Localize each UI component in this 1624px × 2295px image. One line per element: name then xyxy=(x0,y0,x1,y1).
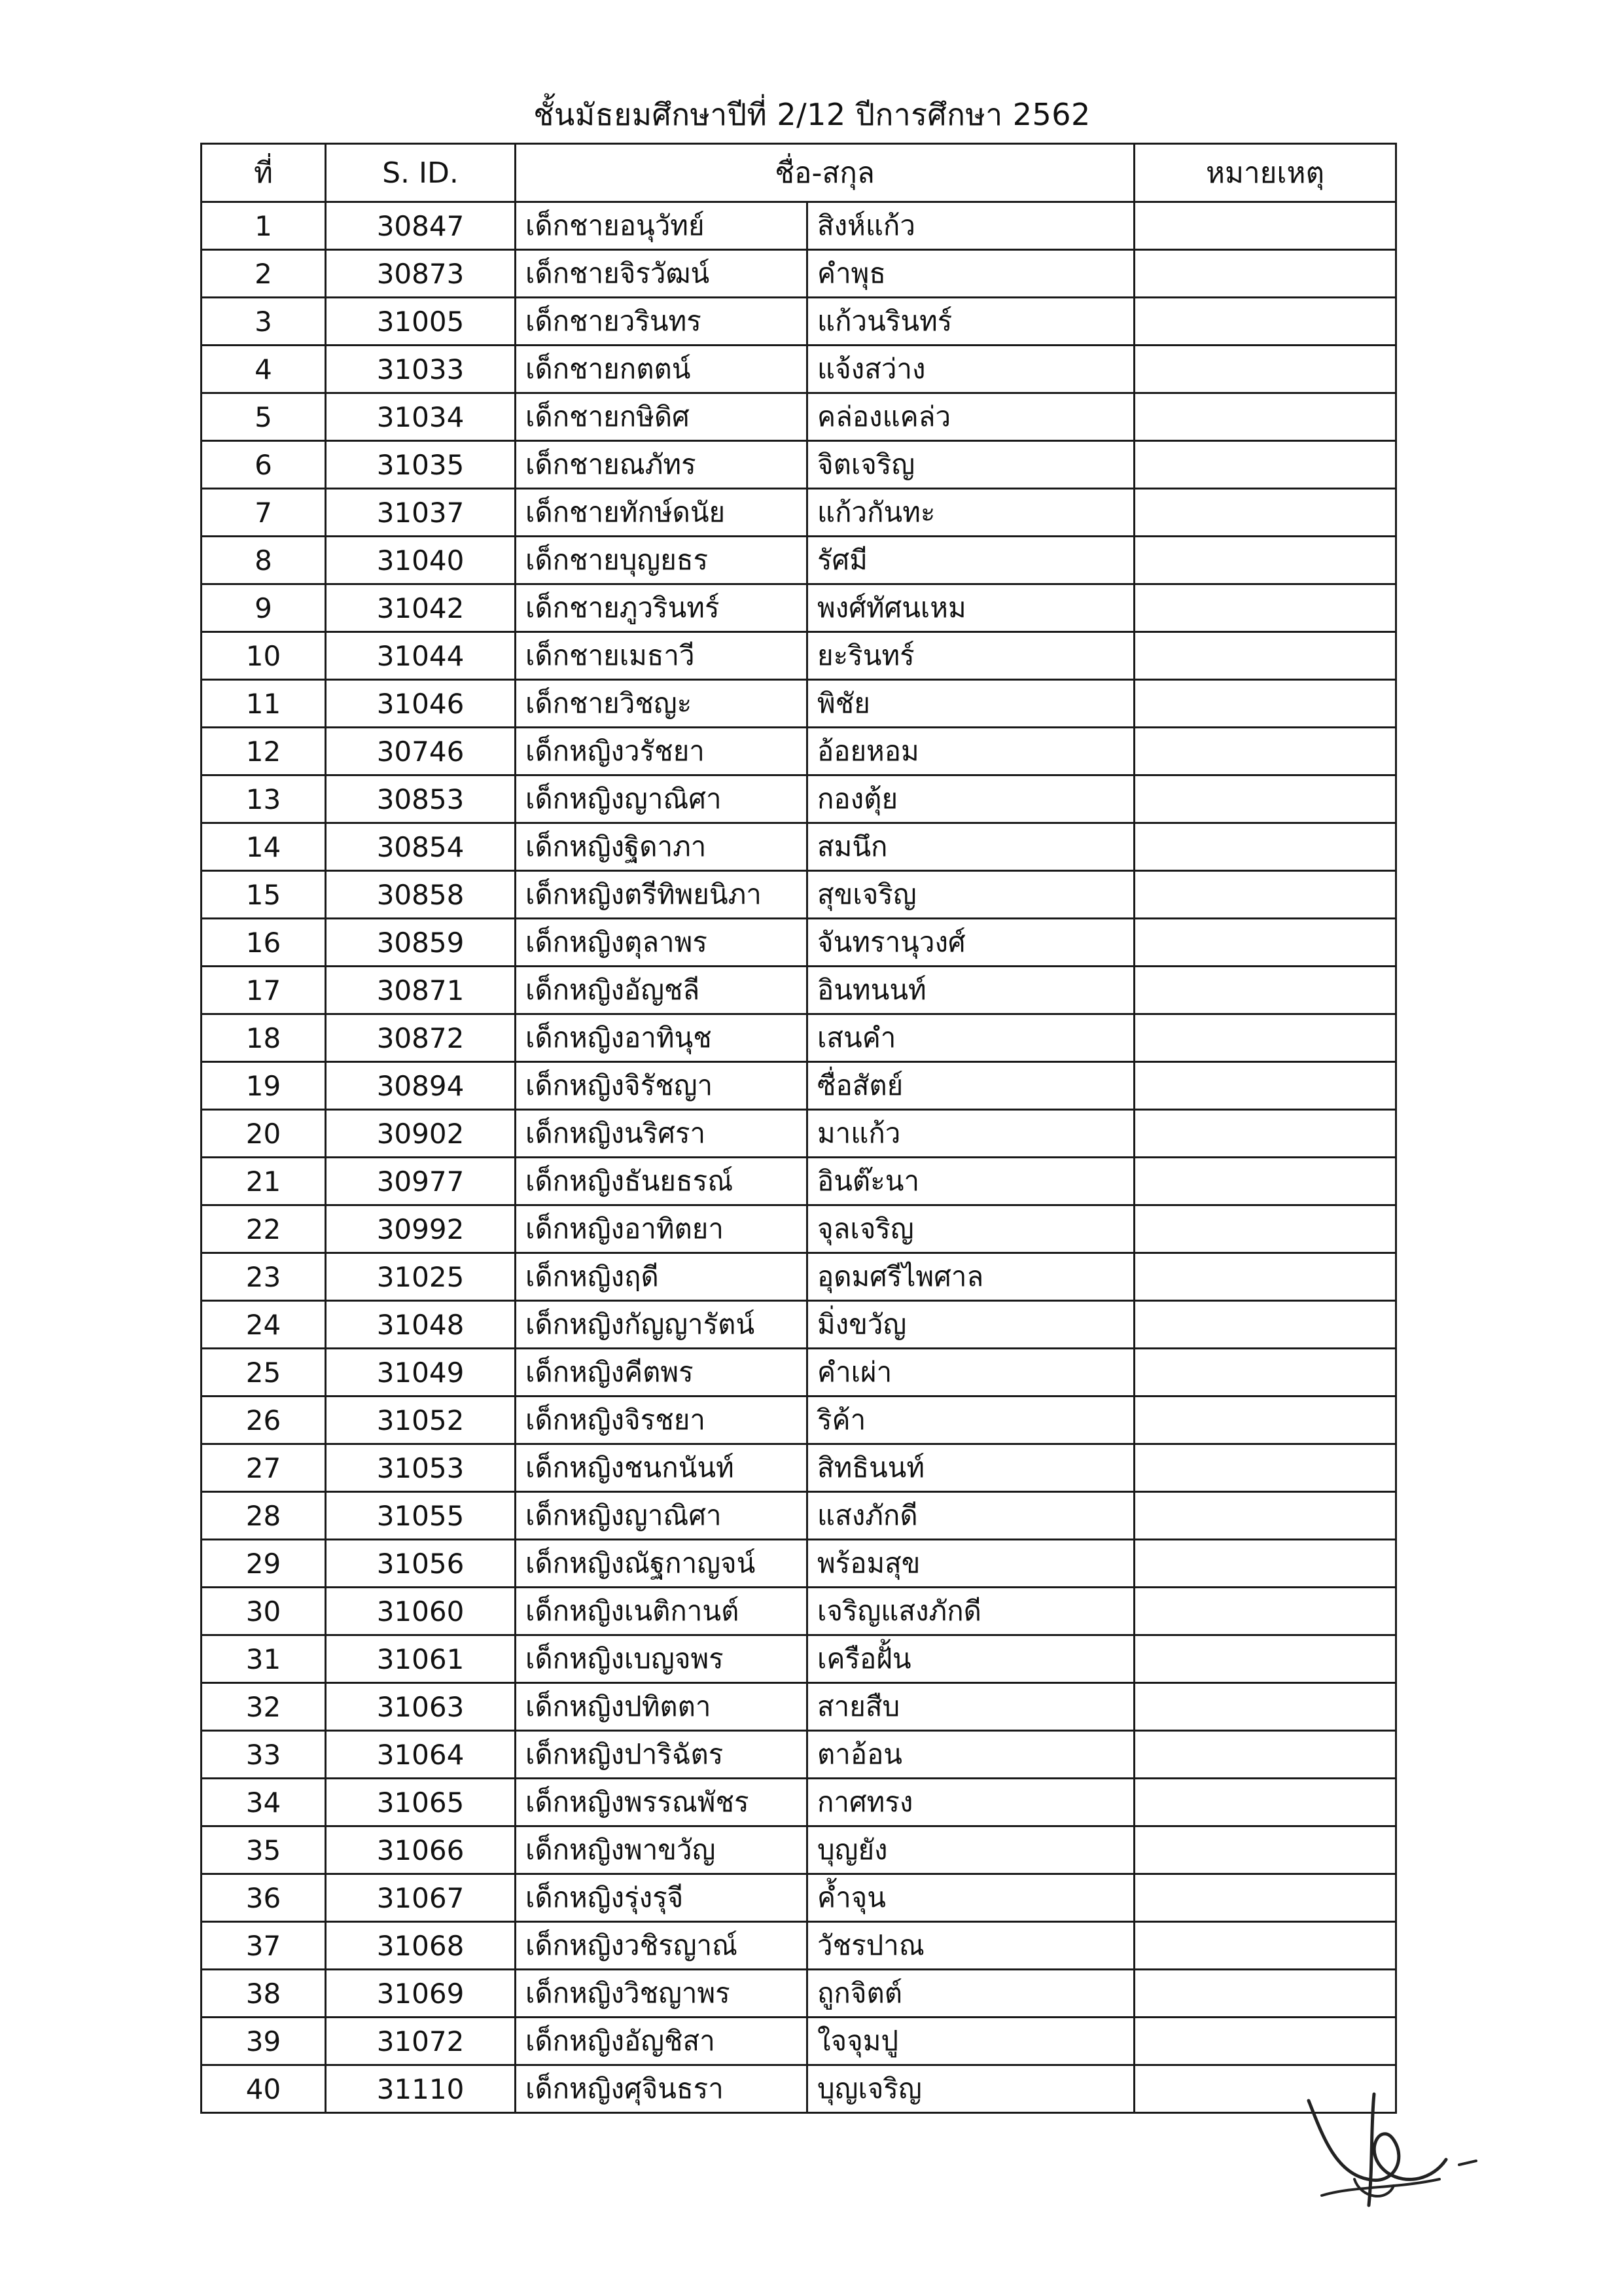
row-number: 19 xyxy=(202,1062,326,1110)
table-row xyxy=(202,1540,1396,1588)
row-number: 24 xyxy=(202,1301,326,1349)
student-last-name: สิทธินนท์ xyxy=(807,1444,1135,1492)
table-row xyxy=(202,1205,1396,1253)
table-row xyxy=(202,1826,1396,1874)
row-number: 9 xyxy=(202,584,326,632)
table-row xyxy=(202,202,1396,250)
row-number: 13 xyxy=(202,775,326,823)
student-last-name: เสนคำ xyxy=(807,1014,1135,1062)
row-remark xyxy=(1135,489,1396,537)
handwritten-signature xyxy=(1296,2081,1453,2212)
row-remark xyxy=(1135,441,1396,489)
student-last-name: อุดมศรีไพศาล xyxy=(807,1253,1135,1301)
row-remark xyxy=(1135,871,1396,919)
table-row xyxy=(202,1683,1396,1731)
student-first-name: เด็กชายกตตน์ xyxy=(516,346,807,393)
row-number: 12 xyxy=(202,728,326,775)
table-row xyxy=(202,1874,1396,1922)
table-row xyxy=(202,250,1396,298)
student-id: 31049 xyxy=(326,1349,516,1397)
row-remark xyxy=(1135,1588,1396,1635)
student-first-name: เด็กหญิงตรีทิพยนิภา xyxy=(516,871,807,919)
student-last-name: แสงภักดี xyxy=(807,1492,1135,1540)
student-id: 31110 xyxy=(326,2065,516,2113)
student-first-name: เด็กหญิงวชิรญาณ์ xyxy=(516,1922,807,1970)
table-row xyxy=(202,632,1396,680)
row-number: 17 xyxy=(202,967,326,1014)
student-id: 31046 xyxy=(326,680,516,728)
student-first-name: เด็กชายอนุวัทย์ xyxy=(516,202,807,250)
row-number: 36 xyxy=(202,1874,326,1922)
row-remark xyxy=(1135,1014,1396,1062)
student-last-name: พงศ์ทัศนเหม xyxy=(807,584,1135,632)
table-row xyxy=(202,1970,1396,2018)
student-first-name: เด็กชายภูวรินทร์ xyxy=(516,584,807,632)
table-row xyxy=(202,298,1396,346)
row-remark xyxy=(1135,1492,1396,1540)
roster-body xyxy=(202,202,1396,2113)
student-last-name: กองตุ้ย xyxy=(807,775,1135,823)
student-id: 31067 xyxy=(326,1874,516,1922)
row-remark xyxy=(1135,250,1396,298)
student-first-name: เด็กชายเมธาวี xyxy=(516,632,807,680)
table-row xyxy=(202,1588,1396,1635)
row-remark xyxy=(1135,1683,1396,1731)
student-last-name: สิงห์แก้ว xyxy=(807,202,1135,250)
student-id: 31048 xyxy=(326,1301,516,1349)
student-first-name: เด็กหญิงจิรัชญา xyxy=(516,1062,807,1110)
student-last-name: ริค้า xyxy=(807,1397,1135,1444)
student-first-name: เด็กชายวรินทร xyxy=(516,298,807,346)
table-row xyxy=(202,441,1396,489)
row-remark xyxy=(1135,1922,1396,1970)
student-id: 31005 xyxy=(326,298,516,346)
table-row xyxy=(202,1110,1396,1158)
student-first-name: เด็กชายวิชญะ xyxy=(516,680,807,728)
student-first-name: เด็กหญิงณัฐกาญจน์ xyxy=(516,1540,807,1588)
row-number: 38 xyxy=(202,1970,326,2018)
row-number: 16 xyxy=(202,919,326,967)
table-row xyxy=(202,1635,1396,1683)
student-id: 31072 xyxy=(326,2018,516,2065)
row-remark xyxy=(1135,1397,1396,1444)
student-first-name: เด็กหญิงรุ่งรุจี xyxy=(516,1874,807,1922)
table-row xyxy=(202,584,1396,632)
student-last-name: คำเผ่า xyxy=(807,1349,1135,1397)
student-last-name: สมนึก xyxy=(807,823,1135,871)
student-id: 31061 xyxy=(326,1635,516,1683)
table-row xyxy=(202,728,1396,775)
row-number: 21 xyxy=(202,1158,326,1205)
row-remark xyxy=(1135,1253,1396,1301)
student-first-name: เด็กหญิงจิรชยา xyxy=(516,1397,807,1444)
row-remark xyxy=(1135,2018,1396,2065)
row-number: 10 xyxy=(202,632,326,680)
row-remark xyxy=(1135,728,1396,775)
student-first-name: เด็กหญิงพรรณพัชร xyxy=(516,1779,807,1826)
student-first-name: เด็กหญิงฤดี xyxy=(516,1253,807,1301)
student-last-name: เจริญแสงภักดี xyxy=(807,1588,1135,1635)
student-last-name: บุญเจริญ xyxy=(807,2065,1135,2113)
student-roster-table xyxy=(200,143,1397,2114)
student-id: 31066 xyxy=(326,1826,516,1874)
table-row xyxy=(202,1349,1396,1397)
row-remark xyxy=(1135,967,1396,1014)
student-first-name: เด็กชายบุญยธร xyxy=(516,537,807,584)
table-row xyxy=(202,2018,1396,2065)
student-last-name: ถูกจิตต์ xyxy=(807,1970,1135,2018)
row-number: 37 xyxy=(202,1922,326,1970)
student-first-name: เด็กหญิงเบญจพร xyxy=(516,1635,807,1683)
row-remark xyxy=(1135,1826,1396,1874)
row-remark xyxy=(1135,1540,1396,1588)
student-first-name: เด็กหญิงชนกนันท์ xyxy=(516,1444,807,1492)
row-remark xyxy=(1135,1158,1396,1205)
student-last-name: อินต๊ะนา xyxy=(807,1158,1135,1205)
student-last-name: ตาอ้อน xyxy=(807,1731,1135,1779)
table-row xyxy=(202,1397,1396,1444)
table-row xyxy=(202,1444,1396,1492)
student-id: 31065 xyxy=(326,1779,516,1826)
row-number: 6 xyxy=(202,441,326,489)
table-row xyxy=(202,775,1396,823)
table-row xyxy=(202,1922,1396,1970)
student-first-name: เด็กหญิงญาณิศา xyxy=(516,1492,807,1540)
student-first-name: เด็กหญิงวรัชยา xyxy=(516,728,807,775)
student-first-name: เด็กชายณภัทร xyxy=(516,441,807,489)
student-id: 30902 xyxy=(326,1110,516,1158)
student-id: 30746 xyxy=(326,728,516,775)
student-last-name: คล่องแคล่ว xyxy=(807,393,1135,441)
student-first-name: เด็กหญิงกัญญารัตน์ xyxy=(516,1301,807,1349)
header-full-name: ชื่อ-สกุล xyxy=(516,144,1135,202)
student-last-name: อ้อยหอม xyxy=(807,728,1135,775)
student-first-name: เด็กชายกษิดิศ xyxy=(516,393,807,441)
student-id: 31063 xyxy=(326,1683,516,1731)
table-row xyxy=(202,680,1396,728)
student-id: 30859 xyxy=(326,919,516,967)
student-id: 31035 xyxy=(326,441,516,489)
student-first-name: เด็กหญิงอาทิตยา xyxy=(516,1205,807,1253)
row-number: 3 xyxy=(202,298,326,346)
student-last-name: พิชัย xyxy=(807,680,1135,728)
student-last-name: แก้วกันทะ xyxy=(807,489,1135,537)
row-number: 27 xyxy=(202,1444,326,1492)
row-number: 26 xyxy=(202,1397,326,1444)
row-number: 15 xyxy=(202,871,326,919)
student-id: 31033 xyxy=(326,346,516,393)
student-last-name: แจ้งสว่าง xyxy=(807,346,1135,393)
table-row xyxy=(202,1014,1396,1062)
table-row xyxy=(202,1301,1396,1349)
row-number: 39 xyxy=(202,2018,326,2065)
row-remark xyxy=(1135,1444,1396,1492)
row-number: 40 xyxy=(202,2065,326,2113)
row-remark xyxy=(1135,775,1396,823)
student-id: 30872 xyxy=(326,1014,516,1062)
student-last-name: วัชรปาณ xyxy=(807,1922,1135,1970)
row-remark xyxy=(1135,1301,1396,1349)
student-id: 30873 xyxy=(326,250,516,298)
row-remark xyxy=(1135,298,1396,346)
row-remark xyxy=(1135,1731,1396,1779)
row-number: 18 xyxy=(202,1014,326,1062)
row-remark xyxy=(1135,1779,1396,1826)
student-last-name: บุญยัง xyxy=(807,1826,1135,1874)
row-number: 31 xyxy=(202,1635,326,1683)
table-row xyxy=(202,1731,1396,1779)
student-last-name: รัศมี xyxy=(807,537,1135,584)
student-id: 30847 xyxy=(326,202,516,250)
table-row xyxy=(202,1062,1396,1110)
row-number: 32 xyxy=(202,1683,326,1731)
student-id: 30977 xyxy=(326,1158,516,1205)
row-number: 11 xyxy=(202,680,326,728)
row-remark xyxy=(1135,632,1396,680)
row-remark xyxy=(1135,537,1396,584)
row-remark xyxy=(1135,346,1396,393)
student-last-name: จิตเจริญ xyxy=(807,441,1135,489)
row-remark xyxy=(1135,1062,1396,1110)
header-remark: หมายเหตุ xyxy=(1135,144,1396,202)
row-remark xyxy=(1135,584,1396,632)
header-student-id: S. ID. xyxy=(326,144,516,202)
student-first-name: เด็กหญิงเนติกานต์ xyxy=(516,1588,807,1635)
header-no: ที่ xyxy=(202,144,326,202)
row-number: 33 xyxy=(202,1731,326,1779)
table-row xyxy=(202,967,1396,1014)
student-id: 31056 xyxy=(326,1540,516,1588)
row-number: 2 xyxy=(202,250,326,298)
student-last-name: กาศทรง xyxy=(807,1779,1135,1826)
table-row xyxy=(202,871,1396,919)
ink-mark xyxy=(1458,2160,1477,2166)
table-row xyxy=(202,346,1396,393)
row-number: 34 xyxy=(202,1779,326,1826)
row-number: 7 xyxy=(202,489,326,537)
row-number: 25 xyxy=(202,1349,326,1397)
row-remark xyxy=(1135,1635,1396,1683)
row-number: 23 xyxy=(202,1253,326,1301)
table-header-row xyxy=(202,144,1396,202)
student-first-name: เด็กหญิงอัญชิสา xyxy=(516,2018,807,2065)
student-id: 31068 xyxy=(326,1922,516,1970)
student-first-name: เด็กหญิงพาขวัญ xyxy=(516,1826,807,1874)
row-number: 30 xyxy=(202,1588,326,1635)
student-id: 31034 xyxy=(326,393,516,441)
student-last-name: จันทรานุวงศ์ xyxy=(807,919,1135,967)
student-first-name: เด็กชายจิรวัฒน์ xyxy=(516,250,807,298)
student-id: 31052 xyxy=(326,1397,516,1444)
row-remark xyxy=(1135,202,1396,250)
student-last-name: พร้อมสุข xyxy=(807,1540,1135,1588)
student-id: 30853 xyxy=(326,775,516,823)
table-row xyxy=(202,489,1396,537)
student-id: 31040 xyxy=(326,537,516,584)
table-row xyxy=(202,1779,1396,1826)
table-row xyxy=(202,1492,1396,1540)
student-id: 31069 xyxy=(326,1970,516,2018)
table-row xyxy=(202,1158,1396,1205)
student-id: 31044 xyxy=(326,632,516,680)
table-row xyxy=(202,2065,1396,2113)
student-last-name: มิ่งขวัญ xyxy=(807,1301,1135,1349)
table-row xyxy=(202,823,1396,871)
table-row xyxy=(202,919,1396,967)
student-first-name: เด็กหญิงคีตพร xyxy=(516,1349,807,1397)
student-first-name: เด็กหญิงปทิตตา xyxy=(516,1683,807,1731)
student-first-name: เด็กหญิงศุจินธรา xyxy=(516,2065,807,2113)
row-number: 1 xyxy=(202,202,326,250)
student-id: 30992 xyxy=(326,1205,516,1253)
student-id: 30854 xyxy=(326,823,516,871)
student-first-name: เด็กหญิงญาณิศา xyxy=(516,775,807,823)
student-first-name: เด็กหญิงธันยธรณ์ xyxy=(516,1158,807,1205)
student-last-name: อินทนนท์ xyxy=(807,967,1135,1014)
student-first-name: เด็กหญิงอัญชลี xyxy=(516,967,807,1014)
row-number: 4 xyxy=(202,346,326,393)
student-last-name: สายสืบ xyxy=(807,1683,1135,1731)
row-remark xyxy=(1135,823,1396,871)
table-row xyxy=(202,537,1396,584)
student-last-name: ค้ำจุน xyxy=(807,1874,1135,1922)
student-id: 31064 xyxy=(326,1731,516,1779)
student-id: 31060 xyxy=(326,1588,516,1635)
row-remark xyxy=(1135,1970,1396,2018)
student-last-name: แก้วนรินทร์ xyxy=(807,298,1135,346)
row-number: 8 xyxy=(202,537,326,584)
table-row xyxy=(202,393,1396,441)
row-remark xyxy=(1135,919,1396,967)
student-last-name: เครือฝั้น xyxy=(807,1635,1135,1683)
student-first-name: เด็กชายทักษ์ดนัย xyxy=(516,489,807,537)
student-last-name: สุขเจริญ xyxy=(807,871,1135,919)
row-number: 35 xyxy=(202,1826,326,1874)
row-number: 28 xyxy=(202,1492,326,1540)
student-first-name: เด็กหญิงปาริฉัตร xyxy=(516,1731,807,1779)
student-last-name: ใจจุมปู xyxy=(807,2018,1135,2065)
student-id: 30871 xyxy=(326,967,516,1014)
student-id: 31025 xyxy=(326,1253,516,1301)
document-title: ชั้นมัธยมศึกษาปีที่ 2/12 ปีการศึกษา 2562 xyxy=(533,97,1091,132)
student-id: 31042 xyxy=(326,584,516,632)
student-last-name: ยะรินทร์ xyxy=(807,632,1135,680)
row-remark xyxy=(1135,680,1396,728)
row-number: 20 xyxy=(202,1110,326,1158)
row-number: 22 xyxy=(202,1205,326,1253)
student-last-name: ซื่อสัตย์ xyxy=(807,1062,1135,1110)
row-remark xyxy=(1135,1874,1396,1922)
student-last-name: จุลเจริญ xyxy=(807,1205,1135,1253)
student-last-name: คำพุธ xyxy=(807,250,1135,298)
student-first-name: เด็กหญิงวิชญาพร xyxy=(516,1970,807,2018)
row-remark xyxy=(1135,1349,1396,1397)
row-number: 5 xyxy=(202,393,326,441)
student-first-name: เด็กหญิงตุลาพร xyxy=(516,919,807,967)
student-id: 31037 xyxy=(326,489,516,537)
student-id: 30894 xyxy=(326,1062,516,1110)
row-number: 14 xyxy=(202,823,326,871)
row-number: 29 xyxy=(202,1540,326,1588)
student-first-name: เด็กหญิงอาทินุช xyxy=(516,1014,807,1062)
student-id: 31055 xyxy=(326,1492,516,1540)
student-last-name: มาแก้ว xyxy=(807,1110,1135,1158)
row-remark xyxy=(1135,1205,1396,1253)
table-row xyxy=(202,1253,1396,1301)
student-first-name: เด็กหญิงนริศรา xyxy=(516,1110,807,1158)
row-remark xyxy=(1135,393,1396,441)
student-first-name: เด็กหญิงฐิดาภา xyxy=(516,823,807,871)
row-remark xyxy=(1135,1110,1396,1158)
student-id: 31053 xyxy=(326,1444,516,1492)
student-id: 30858 xyxy=(326,871,516,919)
